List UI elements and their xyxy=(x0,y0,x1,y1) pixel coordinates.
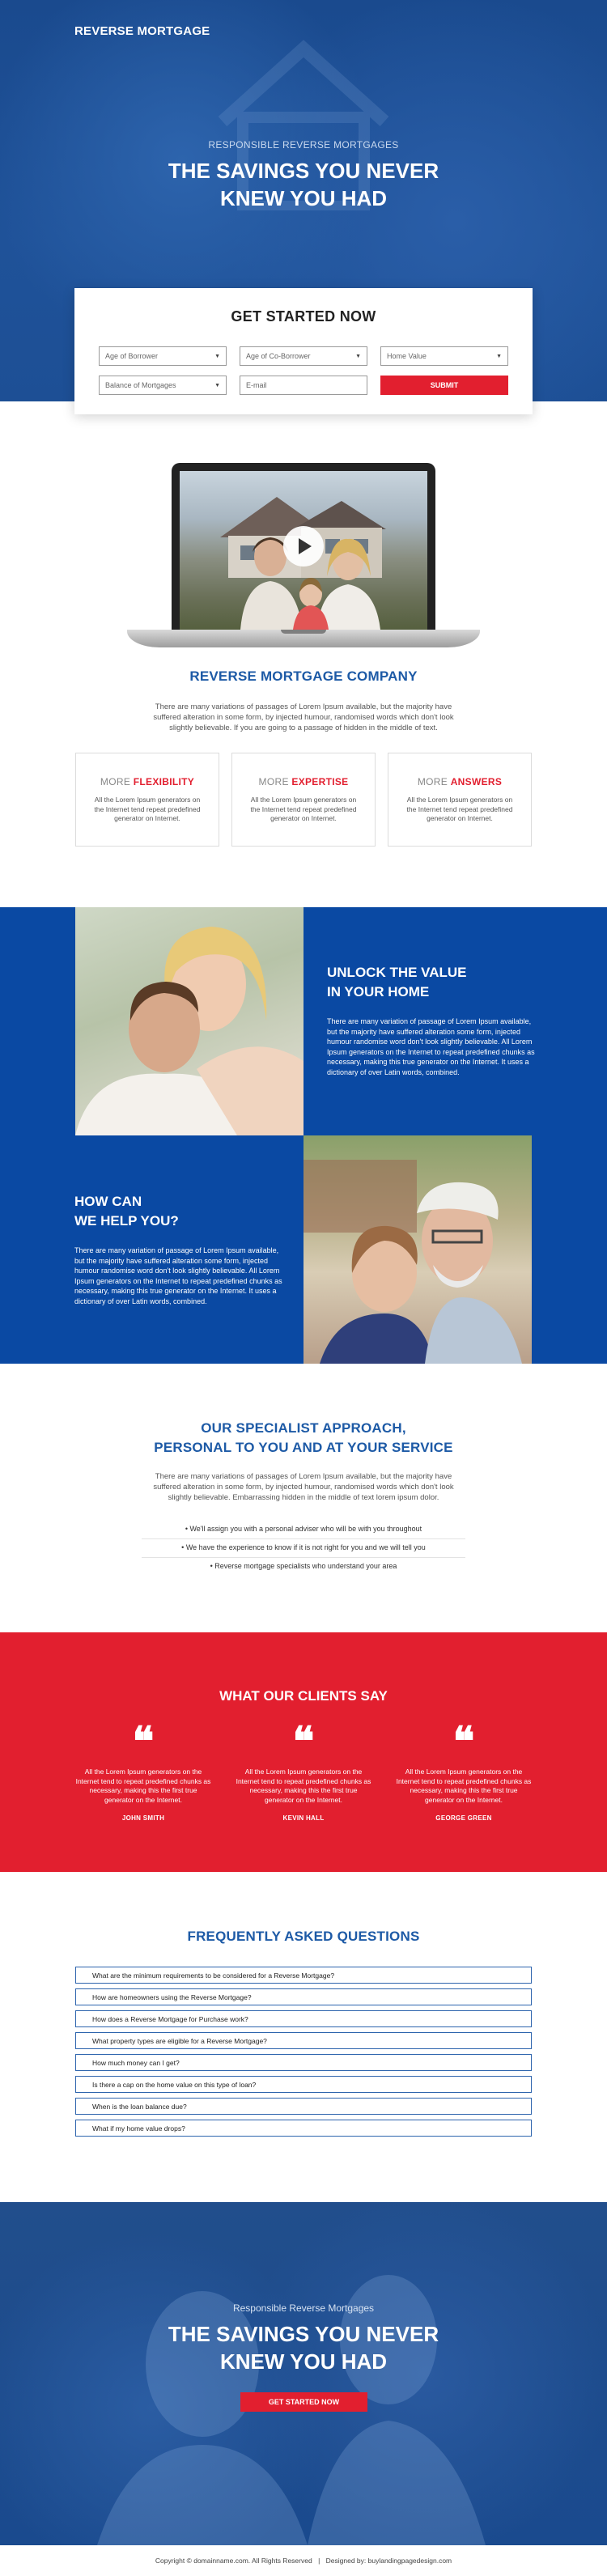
age-coborrower-value: Age of Co-Borrower xyxy=(246,352,311,360)
testimonial-quote: All the Lorem Ipsum generators on the Internet tend to repeat predefined chunks as necessary, making this the first true generator on the Internet. xyxy=(396,1768,532,1804)
home-value-select[interactable] xyxy=(380,346,508,366)
form-heading: GET STARTED NOW xyxy=(231,308,376,325)
laptop-notch xyxy=(281,630,326,634)
help-title xyxy=(74,1192,179,1231)
feature-prefix: MORE xyxy=(417,776,448,787)
hero-title-line1: THE SAVINGS YOU NEVER xyxy=(168,159,439,183)
help-title-line2: WE HELP YOU? xyxy=(74,1213,179,1229)
balance-select[interactable] xyxy=(99,376,227,395)
feature-card-expertise xyxy=(231,753,376,847)
feature-text: All the Lorem Ipsum generators on the Internet tend repeat predefined generator on Internet. xyxy=(94,796,201,822)
unlock-title-line2: IN YOUR HOME xyxy=(327,984,430,999)
testimonial-name: GEORGE GREEN xyxy=(435,1814,492,1822)
testimonial-name: KEVIN HALL xyxy=(282,1814,325,1822)
copyright-text: Copyright © domainname.com. All Rights Reserved xyxy=(155,2557,312,2565)
specialist-title xyxy=(0,1419,607,1458)
faq-item[interactable]: How does a Reverse Mortgage for Purchase work? xyxy=(75,2010,532,2027)
testimonial-card xyxy=(74,1717,212,1822)
specialist-bullet: • We'll assign you with a personal adviser who will be with you throughout xyxy=(142,1525,465,1539)
specialist-title-line1: OUR SPECIALIST APPROACH, xyxy=(201,1420,406,1436)
hero-subtitle: RESPONSIBLE REVERSE MORTGAGES xyxy=(208,139,399,151)
copyright-bar xyxy=(0,2546,607,2576)
quote-icon: ❝ xyxy=(132,1717,155,1765)
seniors-image xyxy=(304,1135,532,1364)
footer-title-line1: THE SAVINGS YOU NEVER xyxy=(168,2322,439,2346)
company-title: REVERSE MORTGAGE COMPANY xyxy=(189,668,418,684)
testimonial-quote: All the Lorem Ipsum generators on the Internet tend to repeat predefined chunks as necessary, making this the first true generator on the Internet. xyxy=(236,1768,371,1804)
specialist-title-line2: PERSONAL TO YOU AND AT YOUR SERVICE xyxy=(154,1440,453,1455)
faq-item[interactable]: How much money can I get? xyxy=(75,2054,532,2071)
email-placeholder: E-mail xyxy=(246,381,267,389)
home-value-value: Home Value xyxy=(387,352,427,360)
testimonial-card xyxy=(395,1717,533,1822)
play-icon xyxy=(299,538,312,554)
video-thumbnail[interactable] xyxy=(180,471,427,630)
age-borrower-select[interactable] xyxy=(99,346,227,366)
quote-icon: ❝ xyxy=(452,1717,475,1765)
caret-down-icon: ▼ xyxy=(355,353,361,359)
company-text: There are many variations of passages of Lorem Ipsum available, but the majority have suffered alteration in some form, by injected humour, randomised words which don't look slightly believable. If you are going to a passage of hidden in the middle of text. xyxy=(153,702,454,732)
faq-item[interactable]: What property types are eligible for a Reverse Mortgage? xyxy=(75,2032,532,2049)
feature-text: All the Lorem Ipsum generators on the Internet tend repeat predefined generator on Internet. xyxy=(250,796,357,822)
footer-title xyxy=(0,2320,607,2375)
couple-photo xyxy=(75,907,304,1135)
specialist-bullet: • We have the experience to know if it is not right for you and we will tell you xyxy=(142,1543,465,1558)
brand-logo[interactable]: REVERSE MORTGAGE xyxy=(74,24,210,38)
copyright-separator: | xyxy=(318,2557,320,2565)
laptop-screen xyxy=(172,463,435,634)
age-borrower-value: Age of Borrower xyxy=(105,352,159,360)
feature-prefix: MORE xyxy=(100,776,131,787)
specialist-bullet: • Reverse mortgage specialists who understand your area xyxy=(210,1562,397,1570)
unlock-title xyxy=(327,963,467,1002)
testimonial-quote: All the Lorem Ipsum generators on the Internet tend to repeat predefined chunks as necessary, making this the first true generator on the Internet. xyxy=(75,1768,211,1804)
age-coborrower-select[interactable] xyxy=(240,346,367,366)
footer-subtitle: Responsible Reverse Mortgages xyxy=(232,2302,375,2314)
feature-title xyxy=(76,776,219,787)
faq-item[interactable]: What if my home value drops? xyxy=(75,2120,532,2137)
submit-button[interactable]: SUBMIT xyxy=(380,376,508,395)
unlock-text: There are many variation of passage of Lorem Ipsum available, but the majority have suffered alteration some form, injected humour randomise word don't look slightly believable. All Lorem Ipsum generators on the Internet to repeat predefined chunks as necessary, making this true generator on the Internet. It uses a dictionary of over Latin words, combined. xyxy=(327,1017,535,1076)
email-field[interactable] xyxy=(240,376,367,395)
footer-title-line2: KNEW YOU HAD xyxy=(219,2349,388,2374)
faq-item[interactable]: How are homeowners using the Reverse Mortgage? xyxy=(75,1988,532,2005)
get-started-button[interactable]: GET STARTED NOW xyxy=(240,2392,367,2412)
quote-icon: ❝ xyxy=(292,1717,315,1765)
couple-image xyxy=(75,907,304,1135)
feature-card-flexibility xyxy=(75,753,219,847)
feature-title xyxy=(232,776,375,787)
specialist-text: There are many variations of passages of Lorem Ipsum available, but the majority have suffered alteration in some form, by injected humour, randomised words which don't look slightly believable. Embarrassing hidden in the middle of text lorem ipsum dolor. xyxy=(153,1472,454,1502)
caret-down-icon: ▼ xyxy=(214,353,220,359)
hero-title xyxy=(0,157,607,212)
feature-card-answers xyxy=(388,753,532,847)
faq-item[interactable]: When is the loan balance due? xyxy=(75,2098,532,2115)
play-button[interactable] xyxy=(283,526,324,567)
help-text: There are many variation of passage of Lorem Ipsum available, but the majority have suffered alteration some form, injected humour randomise word don't look slightly believable. All Lorem Ipsum generators on the Internet to repeat predefined chunks as necessary, making this true generator on the Internet. It uses a dictionary of over Latin words, combined. xyxy=(74,1246,282,1305)
feature-highlight: EXPERTISE xyxy=(291,776,349,787)
feature-title xyxy=(388,776,531,787)
faq-item[interactable]: What are the minimum requirements to be considered for a Reverse Mortgage? xyxy=(75,1967,532,1984)
laptop-video xyxy=(127,463,480,647)
seniors-photo xyxy=(304,1135,532,1364)
testimonials-title: WHAT OUR CLIENTS SAY xyxy=(219,1688,388,1704)
faq-title: FREQUENTLY ASKED QUESTIONS xyxy=(187,1929,420,1944)
faq-item[interactable]: Is there a cap on the home value on this type of loan? xyxy=(75,2076,532,2093)
testimonial-card xyxy=(235,1717,372,1822)
caret-down-icon: ▼ xyxy=(214,382,220,388)
feature-highlight: FLEXIBILITY xyxy=(133,776,195,787)
caret-down-icon: ▼ xyxy=(496,353,502,359)
lead-form xyxy=(74,288,533,414)
designer-link[interactable]: Designed by: buylandingpagedesign.com xyxy=(325,2557,452,2565)
unlock-title-line1: UNLOCK THE VALUE xyxy=(327,965,467,980)
balance-value: Balance of Mortgages xyxy=(105,381,176,389)
help-title-line1: HOW CAN xyxy=(74,1194,142,1209)
feature-text: All the Lorem Ipsum generators on the Internet tend repeat predefined generator on Internet. xyxy=(406,796,513,822)
testimonial-name: JOHN SMITH xyxy=(121,1814,165,1822)
hero-title-line2: KNEW YOU HAD xyxy=(219,186,388,210)
feature-highlight: ANSWERS xyxy=(450,776,503,787)
feature-prefix: MORE xyxy=(258,776,289,787)
